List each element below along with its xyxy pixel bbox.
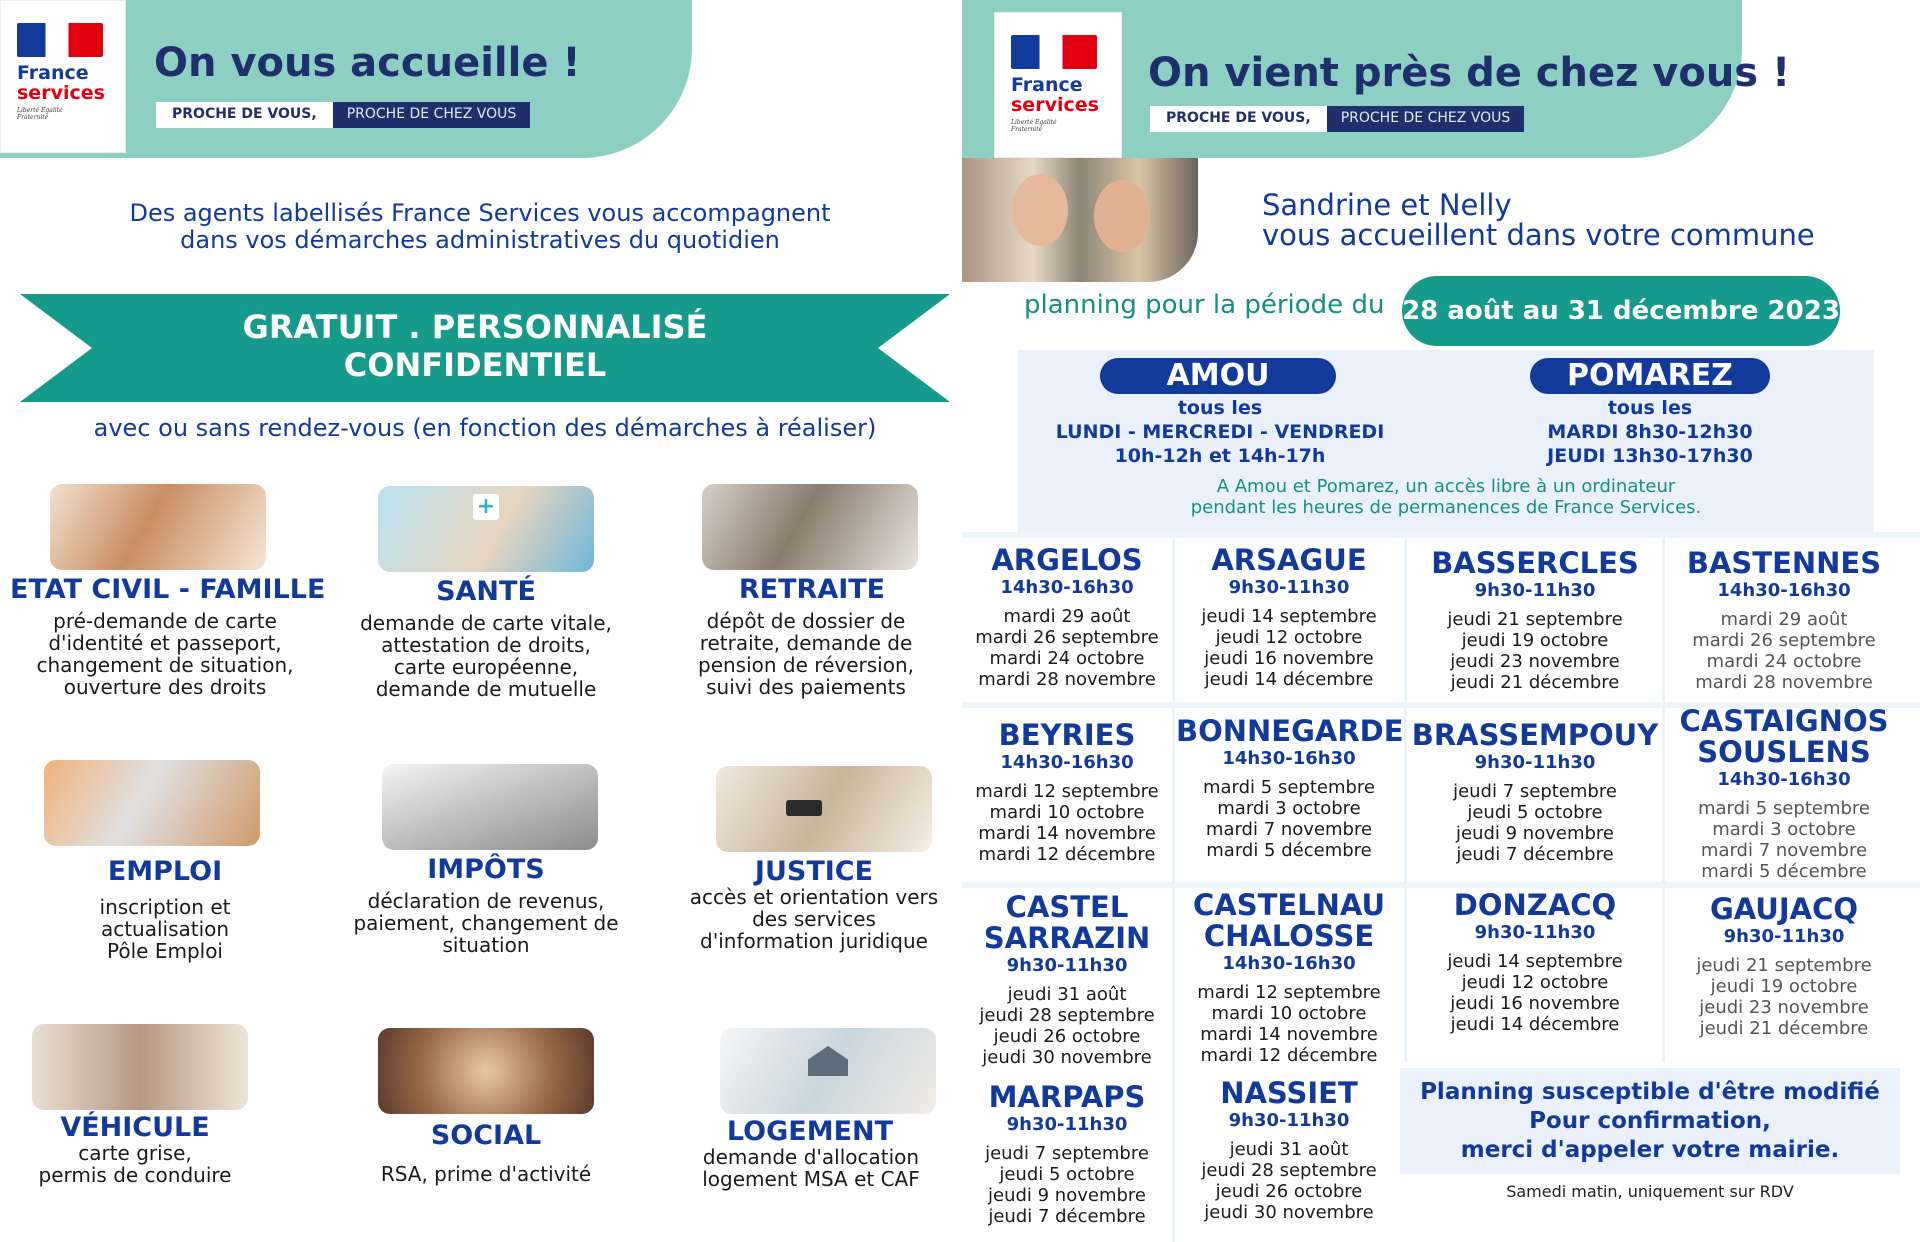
amou-line-2: LUNDI - MERCREDI - VENDREDI [1055, 421, 1385, 443]
town-donzacq [1408, 890, 1662, 1035]
amou-line-3: 10h-12h et 14h-17h [1114, 445, 1326, 467]
town-date: jeudi 7 décembre [988, 1206, 1146, 1227]
town-arsague [1176, 545, 1402, 690]
left-intro [60, 200, 900, 254]
service-line: accès et orientation vers [689, 885, 939, 909]
service-text-etat-civil [10, 610, 320, 698]
town-date: mardi 5 septembre [1697, 798, 1871, 819]
service-line: demande d'allocation [702, 1145, 920, 1169]
town-dates [1408, 781, 1662, 865]
banner-line-1: GRATUIT . PERSONNALISÉ [242, 308, 708, 346]
town-date: mardi 5 décembre [1701, 861, 1867, 882]
intro-line-1: Des agents labellisés France Services vous accompagnent [129, 199, 831, 227]
grid-col-separator [1172, 532, 1175, 1242]
agents-photo [962, 158, 1198, 282]
town-hours: 14h30-16h30 [1222, 748, 1356, 769]
town-dates [962, 606, 1172, 690]
town-date: mardi 26 septembre [975, 627, 1159, 648]
logo-line-2: services [17, 82, 105, 104]
town-hours: 9h30-11h30 [1006, 955, 1128, 976]
service-line: RSA, prime d'activité [380, 1162, 592, 1186]
service-line: ouverture des droits [63, 675, 267, 699]
logo-line-2: services [1011, 94, 1099, 116]
banner-line-2: CONFIDENTIEL [343, 346, 607, 384]
vehicle-photo [32, 1024, 248, 1110]
logo-motto: Liberté Égalité Fraternité [1011, 119, 1057, 133]
town-gaujacq [1666, 894, 1902, 1039]
town-castelnau-chalosse [1176, 890, 1402, 1066]
town-beyries [962, 720, 1172, 865]
service-line: logement MSA et CAF [702, 1167, 920, 1191]
justice-photo [716, 766, 932, 852]
town-date: jeudi 26 octobre [1215, 1181, 1363, 1202]
town-date: jeudi 7 septembre [1453, 781, 1617, 802]
service-line: actualisation [100, 917, 230, 941]
town-hours: 9h30-11h30 [1006, 1114, 1128, 1135]
right-tagline [1150, 106, 1524, 132]
service-line: d'identité et passeport, [48, 631, 282, 655]
town-dates [1408, 951, 1662, 1035]
service-line: demande de carte vitale, [360, 611, 612, 635]
town-hours: 9h30-11h30 [1474, 752, 1596, 773]
town-date: mardi 12 septembre [975, 781, 1159, 802]
service-text-justice [664, 886, 964, 952]
town-date: jeudi 21 décembre [1450, 672, 1620, 693]
service-line: pension de réversion, [698, 653, 914, 677]
family-photo [50, 484, 266, 570]
town-name-line-2: SOUSLENS [1697, 735, 1871, 769]
service-title-justice: JUSTICE [754, 856, 874, 887]
town-date: jeudi 21 septembre [1696, 955, 1872, 976]
town-date: jeudi 28 septembre [1201, 1160, 1377, 1181]
town-name: CASTELNAU [1192, 888, 1386, 922]
access-line-2: pendant les heures de permanences de France Services. [1190, 497, 1702, 518]
grid-row-separator [962, 882, 1920, 888]
town-marpaps [962, 1082, 1172, 1227]
service-text-retraite [656, 610, 956, 698]
town-dates [962, 984, 1172, 1068]
town-date: mardi 7 novembre [1700, 840, 1868, 861]
service-line: attestation de droits, [381, 633, 591, 657]
service-line: carte grise, [78, 1141, 192, 1165]
welcome-line-1: Sandrine et Nelly [1262, 188, 1512, 222]
town-date: mardi 5 décembre [1206, 840, 1372, 861]
town-date: mardi 24 octobre [989, 648, 1145, 669]
town-dates [1176, 777, 1402, 861]
town-date: jeudi 12 octobre [1461, 972, 1609, 993]
amou-pill: AMOU [1100, 358, 1336, 394]
service-title-social: SOCIAL [430, 1120, 542, 1151]
service-title-sante: SANTÉ [436, 576, 536, 607]
town-date: mardi 10 octobre [989, 802, 1145, 823]
service-line: d'information juridique [700, 929, 928, 953]
town-dates [1176, 1139, 1402, 1223]
town-hours: 14h30-16h30 [1222, 953, 1356, 974]
gavel-icon [786, 800, 822, 816]
town-name: MARPAPS [988, 1080, 1146, 1114]
housing-photo [720, 1028, 936, 1114]
town-dates [1666, 798, 1902, 882]
service-line: pré-demande de carte [53, 609, 277, 633]
town-date: jeudi 5 octobre [999, 1164, 1135, 1185]
service-line: situation [442, 933, 530, 957]
town-bassercles [1408, 548, 1662, 693]
service-line: dépôt de dossier de [706, 609, 906, 633]
town-date: jeudi 9 novembre [1456, 823, 1614, 844]
saturday-note: Samedi matin, uniquement sur RDV [1506, 1182, 1794, 1201]
left-page-title: On vous accueille ! [154, 40, 581, 86]
service-title-etat-civil: ETAT CIVIL - FAMILLE [10, 574, 326, 605]
pomarez-line-3: JEUDI 13h30-17h30 [1547, 445, 1753, 467]
town-date: jeudi 14 septembre [1201, 606, 1377, 627]
town-name: CASTAIGNOS [1679, 704, 1889, 738]
town-hours: 9h30-11h30 [1474, 922, 1596, 943]
right-page-title: On vient près de chez vous ! [1148, 50, 1791, 96]
health-photo [378, 486, 594, 572]
town-dates [1666, 955, 1902, 1039]
town-name: ARSAGUE [1211, 543, 1367, 577]
service-text-social [336, 1163, 636, 1185]
intro-line-2: dans vos démarches administratives du quotidien [180, 226, 780, 254]
service-line: suivi des paiements [706, 675, 906, 699]
town-bastennes [1666, 548, 1902, 693]
medical-cross-icon: + [473, 494, 499, 520]
town-date: jeudi 28 septembre [979, 1005, 1155, 1026]
town-dates [1176, 982, 1402, 1066]
town-date: jeudi 26 octobre [993, 1026, 1141, 1047]
town-dates [1408, 609, 1662, 693]
period-pill: 28 août au 31 décembre 2023 [1402, 276, 1840, 346]
town-date: jeudi 14 septembre [1447, 951, 1623, 972]
service-text-logement [656, 1146, 966, 1190]
pomarez-line-2: MARDI 8h30-12h30 [1547, 421, 1753, 443]
marianne-flag-icon [17, 23, 103, 57]
town-name: GAUJACQ [1709, 892, 1859, 926]
town-date: mardi 3 octobre [1712, 819, 1856, 840]
employment-photo [44, 760, 260, 846]
town-date: mardi 12 décembre [978, 844, 1156, 865]
service-line: des services [752, 907, 876, 931]
service-title-emploi: EMPLOI [107, 856, 223, 887]
pomarez-pill: POMAREZ [1530, 358, 1770, 394]
access-line-1: A Amou et Pomarez, un accès libre à un ordinateur [1216, 476, 1676, 497]
retirement-photo [702, 484, 918, 570]
town-hours: 9h30-11h30 [1228, 577, 1350, 598]
town-date: mardi 14 novembre [978, 823, 1156, 844]
town-name: BEYRIES [998, 718, 1136, 752]
town-brassempouy [1408, 720, 1662, 865]
town-date: jeudi 12 octobre [1215, 627, 1363, 648]
service-text-emploi [10, 896, 320, 962]
service-line: paiement, changement de [353, 911, 619, 935]
service-line: carte européenne, [393, 655, 579, 679]
service-text-sante [336, 612, 636, 700]
pomarez-line-1: tous les [1607, 397, 1693, 419]
town-date: jeudi 14 décembre [1450, 1014, 1620, 1035]
town-hours: 9h30-11h30 [1228, 1110, 1350, 1131]
town-dates [1176, 606, 1402, 690]
tagline-part-2: PROCHE DE CHEZ VOUS [333, 102, 531, 128]
town-date: jeudi 16 novembre [1450, 993, 1620, 1014]
amou-schedule [1040, 396, 1400, 468]
town-date: jeudi 7 septembre [985, 1143, 1149, 1164]
town-date: mardi 7 novembre [1205, 819, 1373, 840]
note-line-1: Planning susceptible d'être modifié [1420, 1079, 1880, 1105]
note-line-3: merci d'appeler votre mairie. [1460, 1137, 1840, 1163]
town-castaignos-souslens [1666, 706, 1902, 882]
service-line: permis de conduire [38, 1163, 232, 1187]
town-date: mardi 14 novembre [1200, 1024, 1378, 1045]
welcome-line-2: vous accueillent dans votre commune [1262, 218, 1815, 252]
town-name: DONZACQ [1453, 888, 1617, 922]
rdv-text: avec ou sans rendez-vous (en fonction des démarches à réaliser) [93, 414, 877, 442]
town-nassiet [1176, 1078, 1402, 1223]
town-name: BRASSEMPOUY [1411, 718, 1659, 752]
social-photo [378, 1028, 594, 1114]
town-date: jeudi 19 octobre [1461, 630, 1609, 651]
logo-motto: Liberté Égalité Fraternité [17, 107, 63, 121]
town-date: jeudi 30 novembre [1204, 1202, 1374, 1223]
service-line: demande de mutuelle [375, 677, 597, 701]
town-hours: 14h30-16h30 [1717, 580, 1851, 601]
planning-note [1400, 1068, 1900, 1174]
service-line: retraite, demande de [699, 631, 913, 655]
town-date: jeudi 14 décembre [1204, 669, 1374, 690]
logo-line-1: France [17, 62, 89, 84]
town-date: jeudi 30 novembre [982, 1047, 1152, 1068]
town-date: mardi 5 septembre [1202, 777, 1376, 798]
town-name: BASTENNES [1686, 546, 1882, 580]
tagline-part-1: PROCHE DE VOUS, [1150, 106, 1327, 132]
town-name-line-2: SARRAZIN [983, 921, 1151, 955]
computer-access-note [1018, 476, 1874, 518]
town-date: mardi 3 octobre [1217, 798, 1361, 819]
note-line-2: Pour confirmation, [1529, 1108, 1771, 1134]
town-date: jeudi 23 novembre [1699, 997, 1869, 1018]
town-name: NASSIET [1220, 1076, 1358, 1110]
town-bonnegarde [1176, 716, 1402, 861]
town-dates [962, 781, 1172, 865]
marianne-flag-icon [1011, 35, 1097, 69]
town-dates [962, 1143, 1172, 1227]
town-date: mardi 28 novembre [978, 669, 1156, 690]
taxes-photo [382, 764, 598, 850]
town-hours: 9h30-11h30 [1474, 580, 1596, 601]
amou-line-1: tous les [1177, 397, 1263, 419]
pomarez-schedule [1470, 396, 1830, 468]
town-date: jeudi 23 novembre [1450, 651, 1620, 672]
town-hours: 9h30-11h30 [1723, 926, 1845, 947]
grid-col-separator [1404, 532, 1407, 1062]
service-title-impots: IMPÔTS [427, 854, 545, 885]
agent-face-1 [1012, 174, 1068, 246]
town-name: CASTEL [1005, 890, 1129, 924]
period-label: planning pour la période du [1024, 290, 1385, 320]
tagline-part-2: PROCHE DE CHEZ VOUS [1327, 106, 1525, 132]
service-text-vehicule [0, 1142, 270, 1186]
town-castel-sarrazin [962, 892, 1172, 1068]
town-name-line-2: CHALOSSE [1203, 919, 1375, 953]
france-services-logo-right [994, 12, 1122, 158]
town-date: mardi 24 octobre [1706, 651, 1862, 672]
town-date: mardi 26 septembre [1692, 630, 1876, 651]
tagline-part-1: PROCHE DE VOUS, [156, 102, 333, 128]
town-date: mardi 10 octobre [1211, 1003, 1367, 1024]
town-date: mardi 12 décembre [1200, 1045, 1378, 1066]
service-line: inscription et [99, 895, 231, 919]
service-text-impots [336, 890, 636, 956]
town-argelos [962, 545, 1172, 690]
service-line: déclaration de revenus, [367, 889, 605, 913]
service-title-retraite: RETRAITE [738, 574, 886, 605]
town-hours: 14h30-16h30 [1717, 769, 1851, 790]
left-tagline [156, 102, 530, 128]
town-name: BASSERCLES [1431, 546, 1639, 580]
france-services-logo [0, 0, 126, 153]
town-date: mardi 28 novembre [1695, 672, 1873, 693]
service-title-vehicule: VÉHICULE [60, 1112, 210, 1143]
town-date: jeudi 31 août [1007, 984, 1127, 1005]
town-date: jeudi 21 décembre [1699, 1018, 1869, 1039]
town-date: mardi 12 septembre [1197, 982, 1381, 1003]
logo-line-1: France [1011, 74, 1083, 96]
grid-row-separator [962, 532, 1920, 538]
town-date: mardi 29 août [1720, 609, 1848, 630]
town-date: jeudi 5 octobre [1467, 802, 1603, 823]
town-date: jeudi 9 novembre [988, 1185, 1146, 1206]
town-date: jeudi 31 août [1229, 1139, 1349, 1160]
town-date: jeudi 16 novembre [1204, 648, 1374, 669]
agent-face-2 [1094, 180, 1150, 252]
town-date: jeudi 19 octobre [1710, 976, 1858, 997]
service-line: Pôle Emploi [107, 939, 223, 963]
town-date: jeudi 21 septembre [1447, 609, 1623, 630]
welcome-text [1262, 190, 1815, 250]
service-title-logement: LOGEMENT [726, 1116, 894, 1147]
house-icon [808, 1046, 848, 1076]
town-dates [1666, 609, 1902, 693]
town-hours: 14h30-16h30 [1000, 752, 1134, 773]
town-name: ARGELOS [991, 543, 1143, 577]
grid-col-separator [1662, 532, 1665, 1062]
town-date: mardi 29 août [1003, 606, 1131, 627]
town-hours: 14h30-16h30 [1000, 577, 1134, 598]
town-name: BONNEGARDE [1176, 714, 1404, 748]
banner-text [80, 308, 870, 384]
town-date: jeudi 7 décembre [1456, 844, 1614, 865]
service-line: changement de situation, [36, 653, 294, 677]
